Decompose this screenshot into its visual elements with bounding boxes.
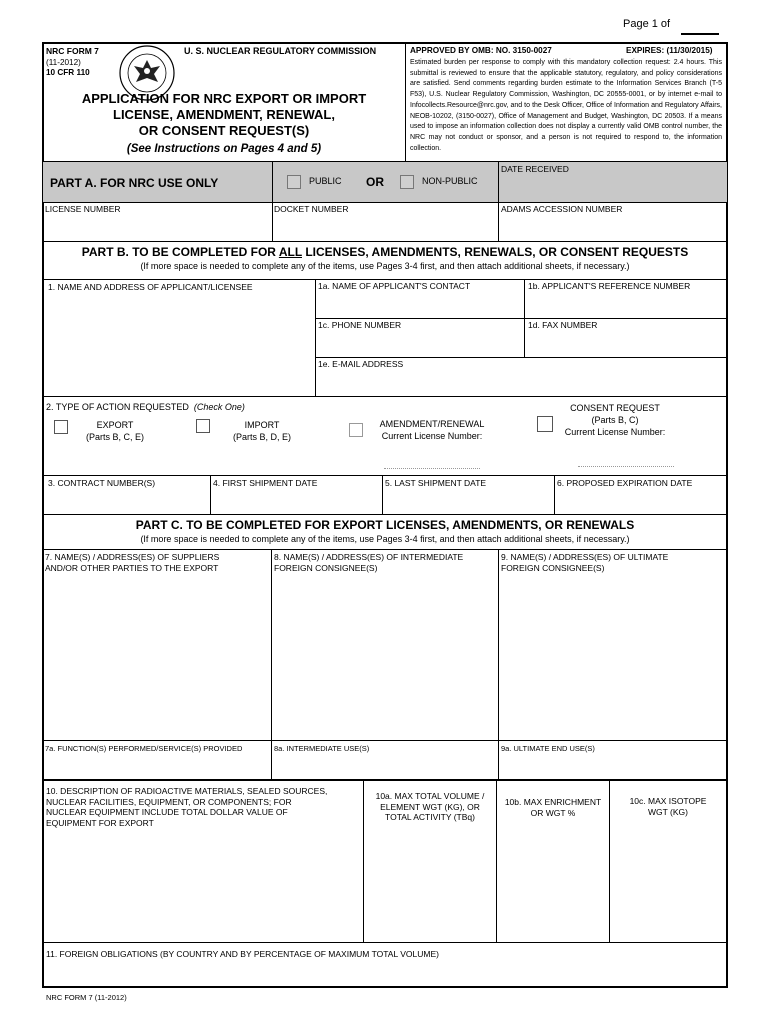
docket-number-label: DOCKET NUMBER: [274, 204, 349, 214]
consent-license-number-field[interactable]: [578, 466, 674, 467]
agency-name: U. S. NUCLEAR REGULATORY COMMISSION: [184, 46, 377, 56]
import-label: IMPORT: [244, 420, 280, 430]
amendment-current-license-label: Current License Number:: [381, 431, 483, 441]
export-checkbox[interactable]: [54, 420, 68, 434]
adams-accession-label: ADAMS ACCESSION NUMBER: [501, 204, 623, 214]
amendment-license-number-field[interactable]: [384, 468, 480, 469]
burden-statement: Estimated burden per response to comply with this mandatory collection request: 2.4 hours. This submittal is reviewed to ensure that the applicable statutory, regulatory, and policy considerations are satisfied. Send comments regarding burden estimate to the Information Services Branch (T-5 F53), U.S. Nuclear Regulatory Commission, Washington, DC 20555-0001, or by internet e-mail to Infocollects.Resource@nrc.gov, and to the Desk Officer, Office of Information and Regulatory Affairs, NEOB-10202, (3150-0027), Office of Management and Budget, Washington, DC 20503. If a means used to impose an information collection does not display a currently valid OMB control number, the NRC may not conduct or sponsor, and a person is not required to respond to, the information collection.: [410, 59, 722, 152]
phone-number-label: 1c. PHONE NUMBER: [318, 320, 402, 330]
date-received-label: DATE RECEIVED: [501, 164, 569, 174]
part-c-title: PART C. TO BE COMPLETED FOR EXPORT LICENSES, AMENDMENTS, OR RENEWALS: [135, 518, 635, 532]
proposed-expiration-date-label: 6. PROPOSED EXPIRATION DATE: [557, 478, 693, 488]
applicant-reference-label: 1b. APPLICANT'S REFERENCE NUMBER: [528, 281, 691, 291]
last-shipment-date-label: 5. LAST SHIPMENT DATE: [385, 478, 487, 488]
amendment-renewal-checkbox[interactable]: [349, 423, 363, 437]
amendment-renewal-label: AMENDMENT/RENEWAL: [379, 419, 485, 429]
applicant-name-address-label: 1. NAME AND ADDRESS OF APPLICANT/LICENSEE: [48, 282, 253, 292]
consent-current-license-label: Current License Number:: [564, 427, 666, 437]
export-parts: (Parts B, C, E): [85, 432, 144, 442]
max-enrichment-label: 10b. MAX ENRICHMENT OR WGT %: [504, 797, 602, 818]
type-of-action-label: 2. TYPE OF ACTION REQUESTED (Check One): [46, 402, 245, 412]
footer-form-id: NRC FORM 7 (11-2012): [46, 993, 127, 1002]
form-name: NRC FORM 7: [46, 46, 99, 56]
max-isotope-weight-label: 10c. MAX ISOTOPE WGT (KG): [629, 796, 707, 817]
applicant-contact-label: 1a. NAME OF APPLICANT'S CONTACT: [318, 281, 471, 291]
part-a-title: PART A. FOR NRC USE ONLY: [50, 176, 219, 190]
form-subtitle: (See Instructions on Pages 4 and 5): [126, 143, 322, 155]
or-label: OR: [366, 175, 384, 189]
suppliers-label: 7. NAME(S) / ADDRESS(ES) OF SUPPLIERS AND/OR OTHER PARTIES TO THE EXPORT: [45, 552, 220, 573]
max-total-volume-label: 10a. MAX TOTAL VOLUME / ELEMENT WGT (KG), OR TOTAL ACTIVITY (TBq): [375, 791, 485, 822]
functions-performed-label: 7a. FUNCTION(S) PERFORMED/SERVICE(S) PROVIDED: [45, 744, 243, 753]
ultimate-end-use-label: 9a. ULTIMATE END USE(S): [501, 744, 595, 753]
omb-expiration: EXPIRES: (11/30/2015): [626, 46, 713, 55]
non-public-checkbox[interactable]: [400, 175, 414, 189]
import-checkbox[interactable]: [196, 419, 210, 433]
fax-number-label: 1d. FAX NUMBER: [528, 320, 598, 330]
part-c-note: (If more space is needed to complete any of the items, use Pages 3-4 first, and then attach additional sheets, if necessary.): [140, 534, 630, 544]
part-b-title: PART B. TO BE COMPLETED FOR ALL LICENSES, AMENDMENTS, RENEWALS, OR CONSENT REQUESTS: [81, 245, 689, 259]
form-date: (11-2012): [46, 58, 81, 67]
intermediate-use-label: 8a. INTERMEDIATE USE(S): [274, 744, 370, 753]
consent-parts: (Parts B, C): [591, 415, 639, 425]
first-shipment-date-label: 4. FIRST SHIPMENT DATE: [213, 478, 318, 488]
consent-request-label: CONSENT REQUEST: [570, 403, 660, 413]
part-b-note: (If more space is needed to complete any of the items, use Pages 3-4 first, and then attach additional sheets, if necessary.): [140, 261, 630, 271]
email-address-label: 1e. E-MAIL ADDRESS: [318, 359, 404, 369]
import-parts: (Parts B, D, E): [232, 432, 291, 442]
public-checkbox[interactable]: [287, 175, 301, 189]
consent-request-checkbox[interactable]: [537, 416, 553, 432]
foreign-obligations-label: 11. FOREIGN OBLIGATIONS (BY COUNTRY AND BY PERCENTAGE OF MAXIMUM TOTAL VOLUME): [46, 949, 439, 959]
contract-numbers-label: 3. CONTRACT NUMBER(S): [48, 478, 156, 488]
page-number-label: Page 1 of: [623, 18, 671, 30]
materials-description-label: 10. DESCRIPTION OF RADIOACTIVE MATERIALS, SEALED SOURCES, NUCLEAR FACILITIES, EQUIPMENT, OR COMPONENTS; FOR NUCLEAR EQUIPMENT INCLUDE TOTAL DOLLAR VALUE OF EQUIPMENT FOR EXPORT: [46, 786, 328, 828]
page-total-field[interactable]: [681, 33, 719, 35]
cfr-reference: 10 CFR 110: [46, 68, 90, 77]
public-label: PUBLIC: [309, 176, 342, 186]
ultimate-consignee-label: 9. NAME(S) / ADDRESS(ES) OF ULTIMATE FOREIGN CONSIGNEE(S): [501, 552, 669, 573]
form-title: APPLICATION FOR NRC EXPORT OR IMPORT LICENSE, AMENDMENT, RENEWAL, OR CONSENT REQUEST(S): [81, 91, 367, 138]
omb-approval: APPROVED BY OMB: NO. 3150-0027: [410, 46, 552, 55]
export-label: EXPORT: [96, 420, 134, 430]
non-public-label: NON-PUBLIC: [422, 176, 478, 186]
license-number-label: LICENSE NUMBER: [45, 204, 121, 214]
intermediate-consignee-label: 8. NAME(S) / ADDRESS(ES) OF INTERMEDIATE FOREIGN CONSIGNEE(S): [274, 552, 464, 573]
